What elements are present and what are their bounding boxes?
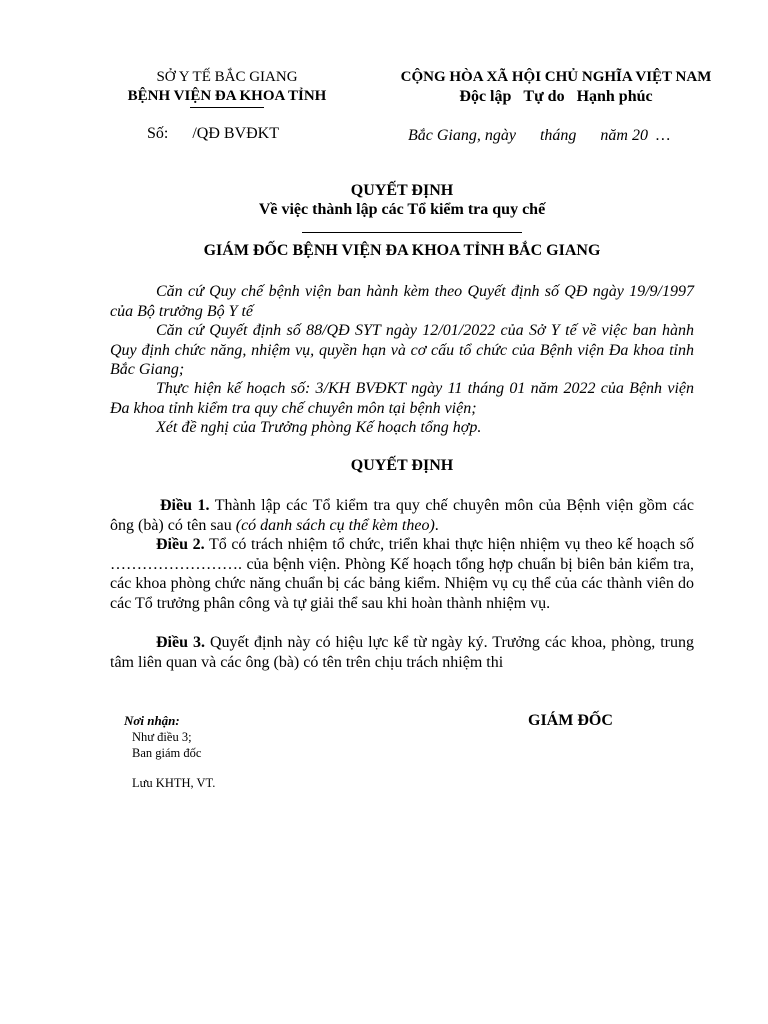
recipient-item: Như điều 3;	[132, 730, 192, 744]
recipients-block	[124, 713, 215, 791]
signature-title: GIÁM ĐỐC	[528, 712, 613, 729]
basis-4: Xét đề nghị của Trưởng phòng Kế hoạch tổng hợp.	[156, 419, 482, 436]
article-3-label: Điều 3.	[156, 634, 205, 651]
subject-underline	[302, 232, 522, 233]
article-3-text: Quyết định này có hiệu lực kể từ ngày ký. Trưởng các khoa, phòng, trung tâm liên quan và các ông (bà) có tên trên chịu trách nhiệm thi	[110, 634, 695, 671]
motto-happiness: Hạnh phúc	[576, 88, 653, 105]
motto-freedom: Tự do	[523, 88, 565, 105]
decision-subject: Về việc thành lập các Tổ kiểm tra quy chế	[258, 201, 546, 218]
document-number	[147, 125, 279, 143]
article-1-tail: .	[434, 516, 439, 534]
decision-title: QUYẾT ĐỊNH	[350, 182, 454, 199]
recipient-item: Ban giám đốc	[132, 746, 202, 760]
article-3	[110, 633, 694, 672]
recipients-heading: Nơi nhận:	[124, 713, 180, 728]
decides-title: QUYẾT ĐỊNH	[350, 457, 454, 474]
motto-independence: Độc lập	[459, 88, 512, 105]
basis-1: Căn cứ Quy chế bệnh viện ban hành kèm theo Quyết định số QĐ ngày 19/9/1997 của Bộ trưởng Bộ Y tế	[110, 283, 694, 320]
agency-name: SỞ Y TẾ BẮC GIANG	[156, 69, 298, 85]
country-name: CỘNG HÒA XÃ HỘI CHỦ NGHĨA VIỆT NAM	[400, 69, 712, 85]
article-1-text: Thành lập các Tổ kiểm tra quy chế chuyên môn của Bệnh viện gồm các ông (bà) có tên sau	[110, 497, 695, 534]
basis-3: Thực hiện kế hoạch số: 3/KH BVĐKT ngày 11 tháng 01 năm 2022 của Bệnh viện Đa khoa tỉnh kiểm tra quy chế chuyên môn tại bệnh viện;	[110, 380, 694, 417]
national-header-block	[370, 68, 742, 106]
article-1-label: Điều 1.	[160, 497, 210, 514]
number-value: /QĐ BVĐKT	[192, 125, 280, 142]
hospital-name: BỆNH VIỆN ĐA KHOA TỈNH	[127, 88, 327, 104]
article-2-text: Tổ có trách nhiệm tổ chức, triển khai thực hiện nhiệm vụ theo kế hoạch số ……………………. của bệnh viện. Phòng Kế hoạch tổng hợp chuẩn bị biên bản kiểm tra, các khoa phòng chức năng chuẩn bị các bảng kiểm. Nhiệm vụ cụ thể của các thành viên do các Tổ trưởng phân công và tự giải thể sau khi hoàn thành nhiệm vụ.	[110, 536, 695, 612]
place-date: Bắc Giang, ngày tháng năm 20 …	[408, 127, 671, 144]
article-2-label: Điều 2.	[156, 536, 205, 553]
article-1-note: (có danh sách cụ thể kèm theo)	[235, 516, 435, 534]
hospital-underline	[190, 107, 264, 108]
basis-2: Căn cứ Quyết định số 88/QĐ SYT ngày 12/01/2022 của Sở Y tế về việc ban hành Quy định chức năng, nhiệm vụ, quyền hạn và cơ cấu tổ chức của Bệnh viện Đa khoa tỉnh Bắc Giang;	[110, 322, 694, 378]
issuing-agency-block	[100, 68, 354, 108]
article-2	[110, 535, 694, 613]
article-1	[110, 496, 694, 535]
number-label: Số:	[147, 125, 169, 142]
archive-note: Lưu KHTH, VT.	[132, 776, 216, 790]
national-motto	[370, 87, 742, 106]
issuer-title: GIÁM ĐỐC BỆNH VIỆN ĐA KHOA TỈNH BẮC GIANG	[203, 242, 601, 259]
